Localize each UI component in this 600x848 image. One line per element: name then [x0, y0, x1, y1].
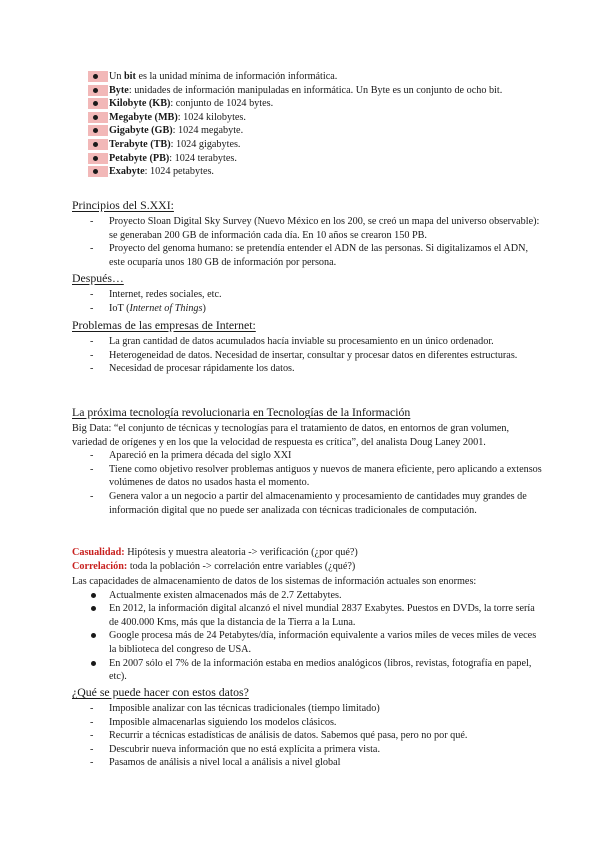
list-item: - La gran cantidad de datos acumulados hacía inviable su procesamiento en un único ordenador.	[90, 336, 494, 347]
highlighted-bullet-icon	[88, 71, 108, 82]
list-item: - Tiene como objetivo resolver problemas antiguos y nuevos de manera eficiente, pero aplicando a extensos volúmenes de datos no usados hasta el momento.	[90, 463, 542, 489]
unit-term: Exabyte	[109, 166, 145, 178]
list-item: - Imposible analizar con las técnicas tradicionales (tiempo limitado)	[90, 703, 380, 714]
list-item: - Recurrir a técnicas estadísticas de análisis de datos. Sabemos qué pasa, pero no por qué.	[90, 730, 468, 742]
list-item: - Proyecto del genoma humano: se pretendía entender el ADN de las personas. Si digitalizamos el ADN, este ocuparía unos 180 GB de información por persona.	[90, 243, 528, 268]
list-item: - Apareció en la primera década del siglo XXI	[90, 450, 292, 462]
list-item: - Necesidad de procesar rápidamente los datos.	[90, 363, 295, 375]
list-item: - Imposible almacenarlas siguiendo los modelos clásicos.	[90, 716, 337, 728]
capacidades-intro: Las capacidades de almacenamiento de datos de los sistemas de información actuales son enormes:	[72, 576, 477, 587]
bullet-icon	[91, 606, 96, 611]
bullet-icon	[91, 593, 96, 598]
big-data-definition: Big Data: “el conjunto de técnicas y tecnologías para el tratamiento de datos, en entornos de gran volumen, variedad de orígenes y en los que la velocidad de respuesta es crítica”, del analista Doug Laney 2001.	[72, 423, 510, 448]
unit-item: Terabyte (TB): 1024 gigabytes.	[0, 138, 600, 152]
unit-term: Megabyte (MB)	[109, 111, 178, 123]
principios-section	[0, 215, 600, 269]
casualidad-line: Casualidad: Hipótesis y muestra aleatoria -> verificación (¿por qué?)	[72, 547, 358, 558]
list-item: - Heterogeneidad de datos. Necesidad de insertar, consultar y procesar datos en diferentes estructuras.	[90, 349, 518, 361]
unit-item: Byte: unidades de información manipuladas en informática. Un Byte es un conjunto de ocho bit.	[0, 84, 600, 98]
tecnologia-section	[0, 422, 600, 517]
list-item: Google procesa más de 24 Petabytes/día, información equivalente a varios miles de veces miles de veces la biblioteca del congreso de USA.	[0, 629, 600, 656]
highlighted-bullet-icon	[88, 112, 108, 123]
bullet-icon	[91, 661, 96, 666]
unit-term: Gigabyte (GB)	[109, 125, 173, 137]
highlighted-bullet-icon	[88, 153, 108, 164]
unit-item: Exabyte: 1024 petabytes.	[0, 165, 600, 179]
heading-que-hacer: ¿Qué se puede hacer con estos datos?	[72, 685, 249, 699]
capacidades-section	[0, 575, 600, 684]
tecnologia-list	[0, 449, 600, 517]
units-list	[0, 70, 600, 179]
despues-list	[0, 288, 600, 315]
list-item: - IoT (Internet of Things)	[90, 302, 206, 314]
unit-term: Kilobyte (KB)	[109, 98, 171, 110]
bullet-icon	[91, 633, 96, 638]
que-hacer-list	[0, 702, 600, 770]
highlighted-bullet-icon	[88, 85, 108, 96]
despues-section	[0, 288, 600, 315]
heading-problemas: Problemas de las empresas de Internet:	[72, 318, 256, 332]
units-section	[0, 70, 600, 179]
list-item: En 2007 sólo el 7% de la información estaba en medios analógicos (libros, revistas, fotografía en papel, etc).	[0, 657, 600, 684]
unit-term: Byte	[109, 84, 129, 96]
heading-tecnologia: La próxima tecnología revolucionaria en Tecnologías de la Información	[72, 405, 411, 419]
list-item: - Pasamos de análisis a nivel local a análisis a nivel global	[90, 757, 341, 769]
list-item: Actualmente existen almacenados más de 2.7 Zettabytes.	[0, 589, 600, 603]
highlighted-bullet-icon	[88, 166, 108, 177]
highlighted-bullet-icon	[88, 98, 108, 109]
casualidad-label: Casualidad:	[72, 547, 125, 558]
unit-term: Petabyte (PB)	[109, 152, 170, 164]
list-item: En 2012, la información digital alcanzó el nivel mundial 2837 Exabytes. Puestos en DVDs, la torre sería de 400.000 Kms, más que la distancia de la Tierra a la Luna.	[0, 602, 600, 629]
correlacion-line: Correlación: toda la población -> correlación entre variables (¿qué?)	[72, 560, 356, 572]
correlacion-label: Correlación:	[72, 560, 128, 572]
problemas-list	[0, 335, 600, 376]
unit-item: Kilobyte (KB): conjunto de 1024 bytes.	[0, 97, 600, 111]
heading-principios: Principios del S.XXI:	[72, 198, 174, 212]
causal-section	[0, 546, 600, 573]
highlighted-bullet-icon	[88, 139, 108, 150]
problemas-section	[0, 335, 600, 376]
unit-term: Terabyte (TB)	[109, 138, 171, 150]
unit-term: bit	[124, 71, 136, 82]
unit-item: Gigabyte (GB): 1024 megabyte.	[0, 124, 600, 138]
heading-despues: Después…	[72, 271, 124, 285]
list-item: - Descubrir nueva información que no está explícita a primera vista.	[90, 743, 380, 755]
list-item: - Proyecto Sloan Digital Sky Survey (Nuevo México en los 200, se creó un mapa del universo observable): se generaban 200 GB de información cada día. En 10 años se crearon 150 PB.	[90, 216, 540, 241]
capacidades-list	[0, 589, 600, 684]
unit-item: Un bit es la unidad mínima de información informática.	[0, 70, 600, 84]
highlighted-bullet-icon	[88, 125, 108, 136]
unit-item: Petabyte (PB): 1024 terabytes.	[0, 152, 600, 166]
principios-list	[0, 215, 600, 269]
list-item: - Internet, redes sociales, etc.	[90, 289, 222, 300]
list-item: - Genera valor a un negocio a partir del almacenamiento y procesamiento de cantidades muy grandes de información digital que no puede ser analizada con técnicas tradicionales de computación.	[90, 490, 527, 516]
unit-item: Megabyte (MB): 1024 kilobytes.	[0, 111, 600, 125]
que-hacer-section	[0, 702, 600, 770]
